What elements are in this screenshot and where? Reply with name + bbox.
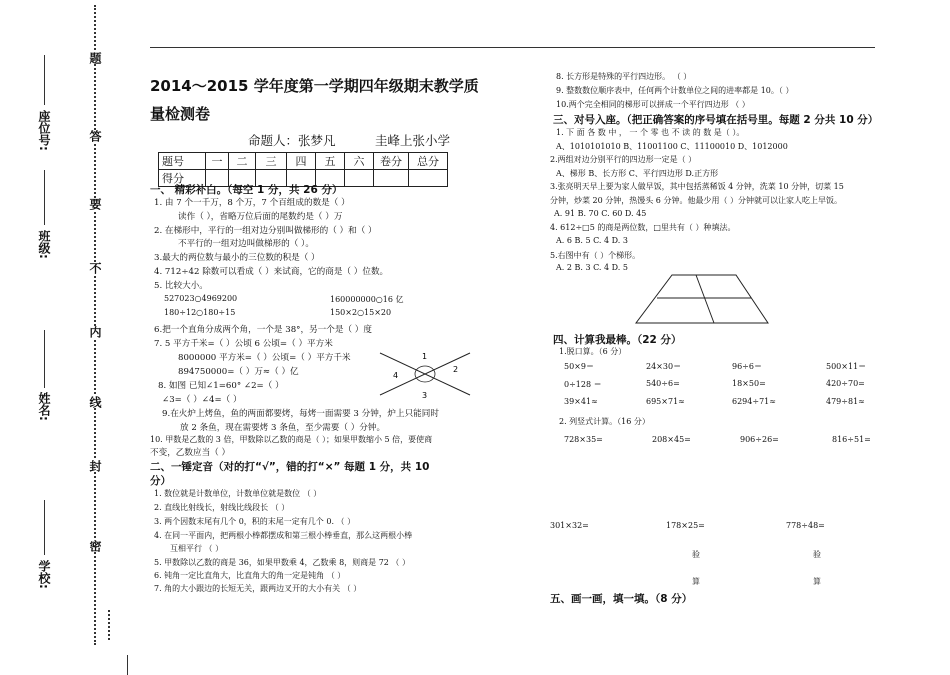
s2-line: 8. 长方形是特殊的平行四边形。 （ ） [556, 72, 692, 81]
score-cell: 五 [316, 153, 345, 170]
name-blank-line [44, 330, 45, 388]
section2-heading-cont: 分） [150, 475, 171, 487]
author-school: 圭峰上张小学 [375, 133, 451, 148]
oral-item: 50×9＝ [564, 362, 594, 371]
angle-figure [375, 348, 475, 400]
school-label: 学校: [37, 560, 51, 589]
s1-line: 读作（ ），省略万位后面的尾数约是（ ）万 [178, 212, 343, 222]
s3-line: A、梯形 B、长方形 C、平行四边形 D.正方形 [556, 169, 719, 178]
oral-item: 500×11＝ [826, 362, 867, 371]
vertical-item: 778÷48= [786, 521, 825, 530]
s1-line: 10. 甲数是乙数的 3 倍，甲数除以乙数的商是（ ）；如果甲数缩小 5 倍，要使商 [150, 435, 433, 444]
seat-blank-line [44, 55, 45, 105]
s3-line: A. 2 B. 3 C. 4 D. 5 [556, 263, 628, 272]
s3-line: 3.张亮明天早上要为家人做早饭，其中包括蒸稀饭 4 分钟，洗菜 10 分钟，切菜 15 [550, 182, 844, 191]
score-cell: 二 [229, 153, 256, 170]
s1-line: 3.最大的两位数与最小的三位数的积是（ ） [154, 253, 320, 263]
oral-item: 540÷6= [646, 379, 680, 388]
seat-label: 座位号: [37, 110, 51, 151]
seal-char-4: 内 [88, 326, 102, 338]
oral-calc-title: 1.脱口算。（6 分） [559, 347, 627, 356]
seal-char-8: 题 [88, 52, 102, 64]
angle-label-1: 1 [422, 352, 428, 361]
s1-line: 2. 在梯形中，平行的一组对边分别叫做梯形的（ ）和（ ） [154, 226, 377, 236]
s1-line: 1. 由 7 个一千万，8 个万，7 个百组成的数是（ ） [154, 198, 350, 208]
section4-heading: 四、计算我最棒。（22 分） [553, 334, 682, 346]
s3-line: A. 6 B. 5 C. 4 D. 3 [556, 236, 628, 245]
section3-heading: 三、对号入座。（把正确答案的序号填在括号里。每题 2 分共 10 分） [553, 114, 879, 126]
score-cell: 三 [256, 153, 287, 170]
angle-label-2: 2 [453, 365, 459, 374]
oral-item: 39×41≈ [564, 397, 598, 406]
compare-item: 527023○4969200 [164, 294, 238, 303]
vertical-item: 208×45= [652, 435, 691, 444]
s1-line: 7. 5 平方千米=（ ）公顷 6 公顷=（ ）平方米 [154, 339, 333, 349]
vertical-item: 728×35= [564, 435, 603, 444]
s2-line: 5. 甲数除以乙数的商是 36，如果甲数乘 4，乙数乘 8，则商是 72 （ ） [154, 558, 410, 567]
s1-line: 放 2 条鱼，现在需要烤 3 条鱼，至少需要（ ）分钟。 [180, 423, 386, 433]
trapezoid-outline [636, 275, 768, 323]
score-table-header-row [159, 153, 448, 170]
s2-line: 3. 两个因数末尾有几个 0，积的末尾一定有几个 0. （ ） [154, 517, 356, 526]
margin-separator [108, 610, 112, 640]
s1-line: 8000000 平方米=（ ）公顷=（ ）平方千米 [178, 353, 351, 363]
check-label: 算 [813, 577, 821, 586]
section2-heading: 二、一锤定音（对的打“√”，错的打“×” 每题 1 分，共 10 [150, 461, 430, 473]
school-blank-line [44, 500, 45, 555]
s1-line: ∠3=（ ）∠4=（ ） [162, 395, 242, 405]
section1-heading: 一、 精彩补白。（每空 1 分，共 26 分） [150, 184, 343, 196]
angle-label-4: 4 [393, 371, 399, 380]
author: 命题人：张梦凡 [248, 133, 336, 148]
oral-item: 479÷81≈ [826, 397, 865, 406]
section5-heading: 五、画一画，填一填。（8 分） [550, 593, 693, 605]
seal-char-1: 密 [88, 540, 102, 552]
s2-line: 6. 钝角一定比直角大，比直角大的角一定是钝角 （ ） [154, 571, 346, 580]
s1-line: 不平行的一组对边叫做梯形的（ ）。 [178, 239, 314, 249]
vertical-calc-title: 2. 列竖式计算。（16 分） [559, 417, 650, 426]
oral-item: 6294÷71≈ [732, 397, 776, 406]
score-cell: 得分 [159, 170, 206, 187]
bottom-tick [127, 655, 128, 675]
seal-char-6: 要 [88, 198, 102, 210]
check-label: 算 [692, 577, 700, 586]
s3-line: A. 91 B. 70 C. 60 D. 45 [554, 209, 647, 218]
oral-item: 18×50= [732, 379, 766, 388]
seal-char-5: 不 [88, 262, 102, 274]
angle-label-3: 3 [422, 391, 428, 400]
name-label: 姓名: [37, 392, 51, 421]
seal-char-2: 封 [88, 460, 102, 472]
s2-line: 9. 整数数位顺序表中，任何两个计数单位之间的进率都是 10。（ ） [556, 86, 794, 95]
s2-line: 1. 数位就是计数单位，计数单位就是数位 （ ） [154, 489, 322, 498]
vertical-item: 301×32= [550, 521, 589, 530]
score-cell: 一 [206, 153, 229, 170]
vertical-item: 906÷26= [740, 435, 779, 444]
trapezoid-figure [634, 272, 774, 326]
class-label: 班级: [37, 230, 51, 259]
score-cell[interactable] [374, 170, 409, 187]
oral-item: 0÷128 ＝ [564, 380, 602, 389]
score-cell: 题号 [159, 153, 206, 170]
s2-line: 互相平行 （ ） [170, 544, 224, 553]
s3-line: A、1010101010 B、11001100 C、11100010 D、1012000 [556, 142, 788, 151]
s1-line: 894750000=（ ）万≈（ ）亿 [178, 367, 299, 377]
check-label: 验 [813, 550, 821, 559]
exam-title-line2: 量检测卷 [150, 105, 211, 123]
s1-line: 9.在火炉上烤鱼，鱼的两面都要烤，每烤一面需要 3 分钟，炉上只能同时 [162, 409, 439, 419]
s3-line: 5.右图中有（ ）个梯形。 [550, 251, 641, 260]
oral-item: 96÷6＝ [732, 362, 762, 371]
top-rule [150, 47, 875, 48]
s3-line: 分钟，炒菜 20 分钟，热馒头 6 分钟。他最少用（ ）分钟就可以让家人吃上早饭。 [550, 196, 842, 205]
s1-line: 8. 如图 已知∠1=60° ∠2=（ ） [158, 381, 284, 391]
score-cell[interactable] [409, 170, 448, 187]
s3-line: 1. 下 面 各 数 中 ， 一 个 零 也 不 读 的 数 是（ ）。 [556, 128, 745, 137]
s2-line: 2. 直线比射线长，射线比线段长 （ ） [154, 503, 290, 512]
oral-item: 420÷70= [826, 379, 865, 388]
trapezoid-divider [696, 275, 714, 323]
vertical-item: 816÷51= [832, 435, 871, 444]
compare-item: 160000000○16 亿 [330, 295, 404, 304]
oral-item: 695×71≈ [646, 397, 685, 406]
score-cell: 六 [345, 153, 374, 170]
score-cell: 卷分 [374, 153, 409, 170]
s1-line: 不变，乙数应当（ ） [150, 448, 231, 458]
seal-char-7: 答 [88, 130, 102, 142]
s3-line: 4. 612÷□5 的商是两位数，□里共有（ ）种填法。 [550, 223, 736, 232]
score-cell: 四 [287, 153, 316, 170]
exam-title-line1: 2014～2015 学年度第一学期四年级期末教学质 [150, 77, 479, 95]
class-blank-line [44, 170, 45, 225]
score-cell[interactable] [345, 170, 374, 187]
seal-char-3: 线 [88, 396, 102, 408]
s2-line: 10.两个完全相同的梯形可以拼成一个平行四边形 （ ） [556, 100, 750, 109]
s1-line: 6.把一个直角分成两个角，一个是 38°，另一个是（ ）度 [154, 325, 372, 335]
oral-item: 24×30＝ [646, 362, 682, 371]
compare-item: 180÷12○180÷15 [164, 308, 236, 317]
s1-line: 5. 比较大小。 [154, 281, 208, 291]
s2-line: 7. 角的大小跟边的长短无关，跟两边叉开的大小有关 （ ） [154, 584, 362, 593]
vertical-item: 178×25= [666, 521, 705, 530]
score-cell: 总分 [409, 153, 448, 170]
s3-line: 2.两组对边分别平行的四边形一定是（ ） [550, 155, 697, 164]
check-label: 验 [692, 550, 700, 559]
s1-line: 4. 712÷42 除数可以看成（ ）来试商，它的商是（ ）位数。 [154, 267, 389, 277]
s2-line: 4. 在同一平面内，把两根小棒都摆成和第三根小棒垂直，那么这两根小棒 [154, 531, 413, 540]
compare-item: 150×2○15×20 [330, 308, 392, 317]
